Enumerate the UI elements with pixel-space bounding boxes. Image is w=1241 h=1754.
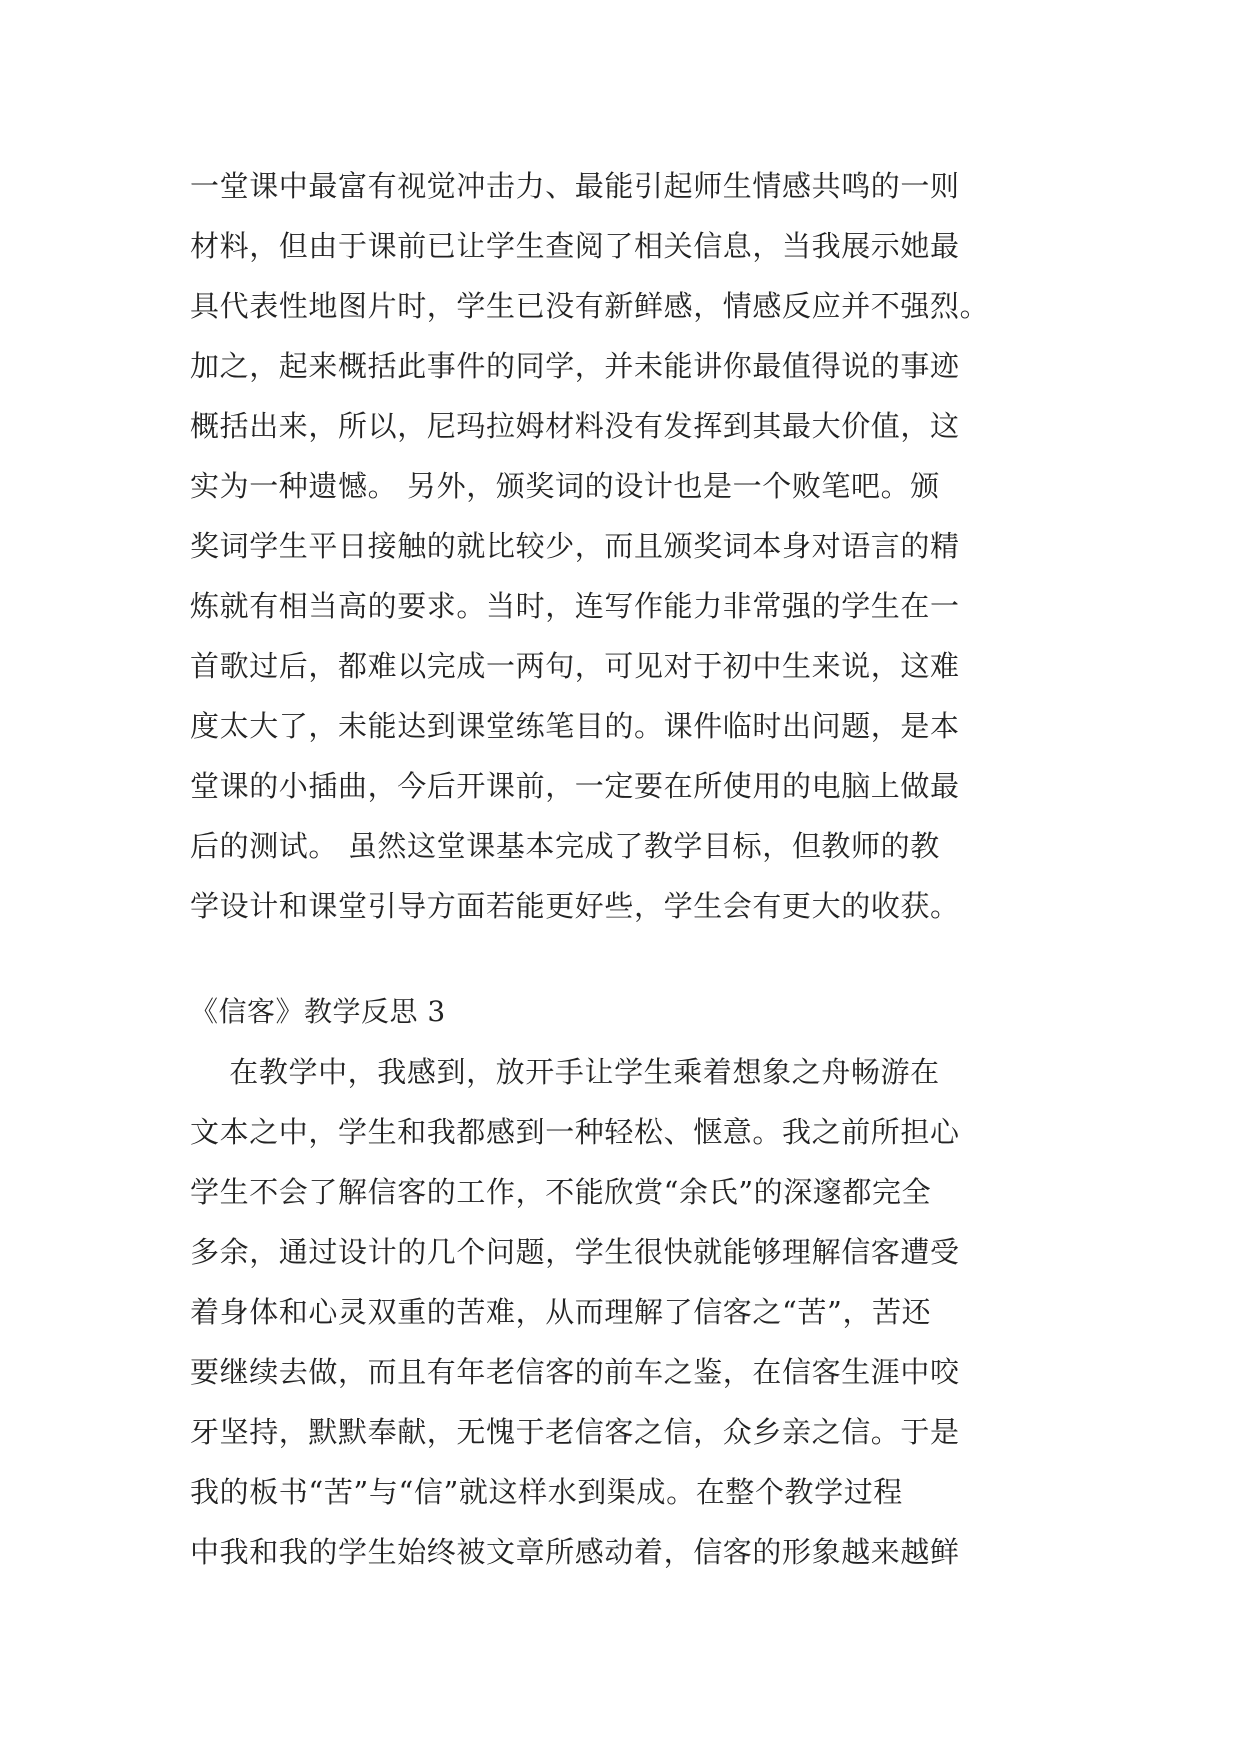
text-line: 加之，起来概括此事件的同学，并未能讲你最值得说的事迹 — [190, 349, 960, 383]
text-line: 中我和我的学生始终被文章所感动着，信客的形象越来越鲜 — [190, 1535, 960, 1569]
text-line: 实为一种遗憾。 另外，颁奖词的设计也是一个败笔吧。颁 — [190, 469, 940, 503]
text-line: 学设计和课堂引导方面若能更好些，学生会有更大的收获。 — [190, 889, 960, 923]
text-line: 一堂课中最富有视觉冲击力、最能引起师生情感共鸣的一则 — [190, 169, 960, 203]
text-line: 具代表性地图片时，学生已没有新鲜感，情感反应并不强烈。 — [190, 289, 990, 323]
text-line: 学生不会了解信客的工作，不能欣赏“余氏”的深邃都完全 — [190, 1175, 932, 1209]
text-line: 堂课的小插曲，今后开课前，一定要在所使用的电脑上做最 — [190, 769, 960, 803]
text-line: 概括出来，所以，尼玛拉姆材料没有发挥到其最大价值，这 — [190, 409, 960, 443]
text-line: 后的测试。 虽然这堂课基本完成了教学目标，但教师的教 — [190, 829, 940, 863]
text-line: 奖词学生平日接触的就比较少，而且颁奖词本身对语言的精 — [190, 529, 960, 563]
text-line: 材料，但由于课前已让学生查阅了相关信息，当我展示她最 — [190, 229, 960, 263]
text-line: 我的板书“苦”与“信”就这样水到渠成。在整个教学过程 — [190, 1475, 903, 1509]
text-line: 度太大了，未能达到课堂练笔目的。课件临时出问题，是本 — [190, 709, 960, 743]
text-line: 多余，通过设计的几个问题，学生很快就能够理解信客遭受 — [190, 1235, 960, 1269]
text-line: 炼就有相当高的要求。当时，连写作能力非常强的学生在一 — [190, 589, 960, 623]
text-line: 着身体和心灵双重的苦难，从而理解了信客之“苦”，苦还 — [190, 1295, 932, 1329]
section-heading: 《信客》教学反思 3 — [190, 995, 446, 1028]
text-line: 文本之中，学生和我都感到一种轻松、惬意。我之前所担心 — [190, 1115, 960, 1149]
text-line: 要继续去做，而且有年老信客的前车之鉴，在信客生涯中咬 — [190, 1355, 960, 1389]
text-line: 牙坚持，默默奉献，无愧于老信客之信，众乡亲之信。于是 — [190, 1415, 960, 1449]
paragraph-reflection-2-end — [190, 156, 1070, 936]
text-line: 在教学中，我感到，放开手让学生乘着想象之舟畅游在 — [190, 1055, 940, 1089]
paragraph-reflection-3 — [190, 1042, 1070, 1582]
text-line: 首歌过后，都难以完成一两句，可见对于初中生来说，这难 — [190, 649, 960, 683]
